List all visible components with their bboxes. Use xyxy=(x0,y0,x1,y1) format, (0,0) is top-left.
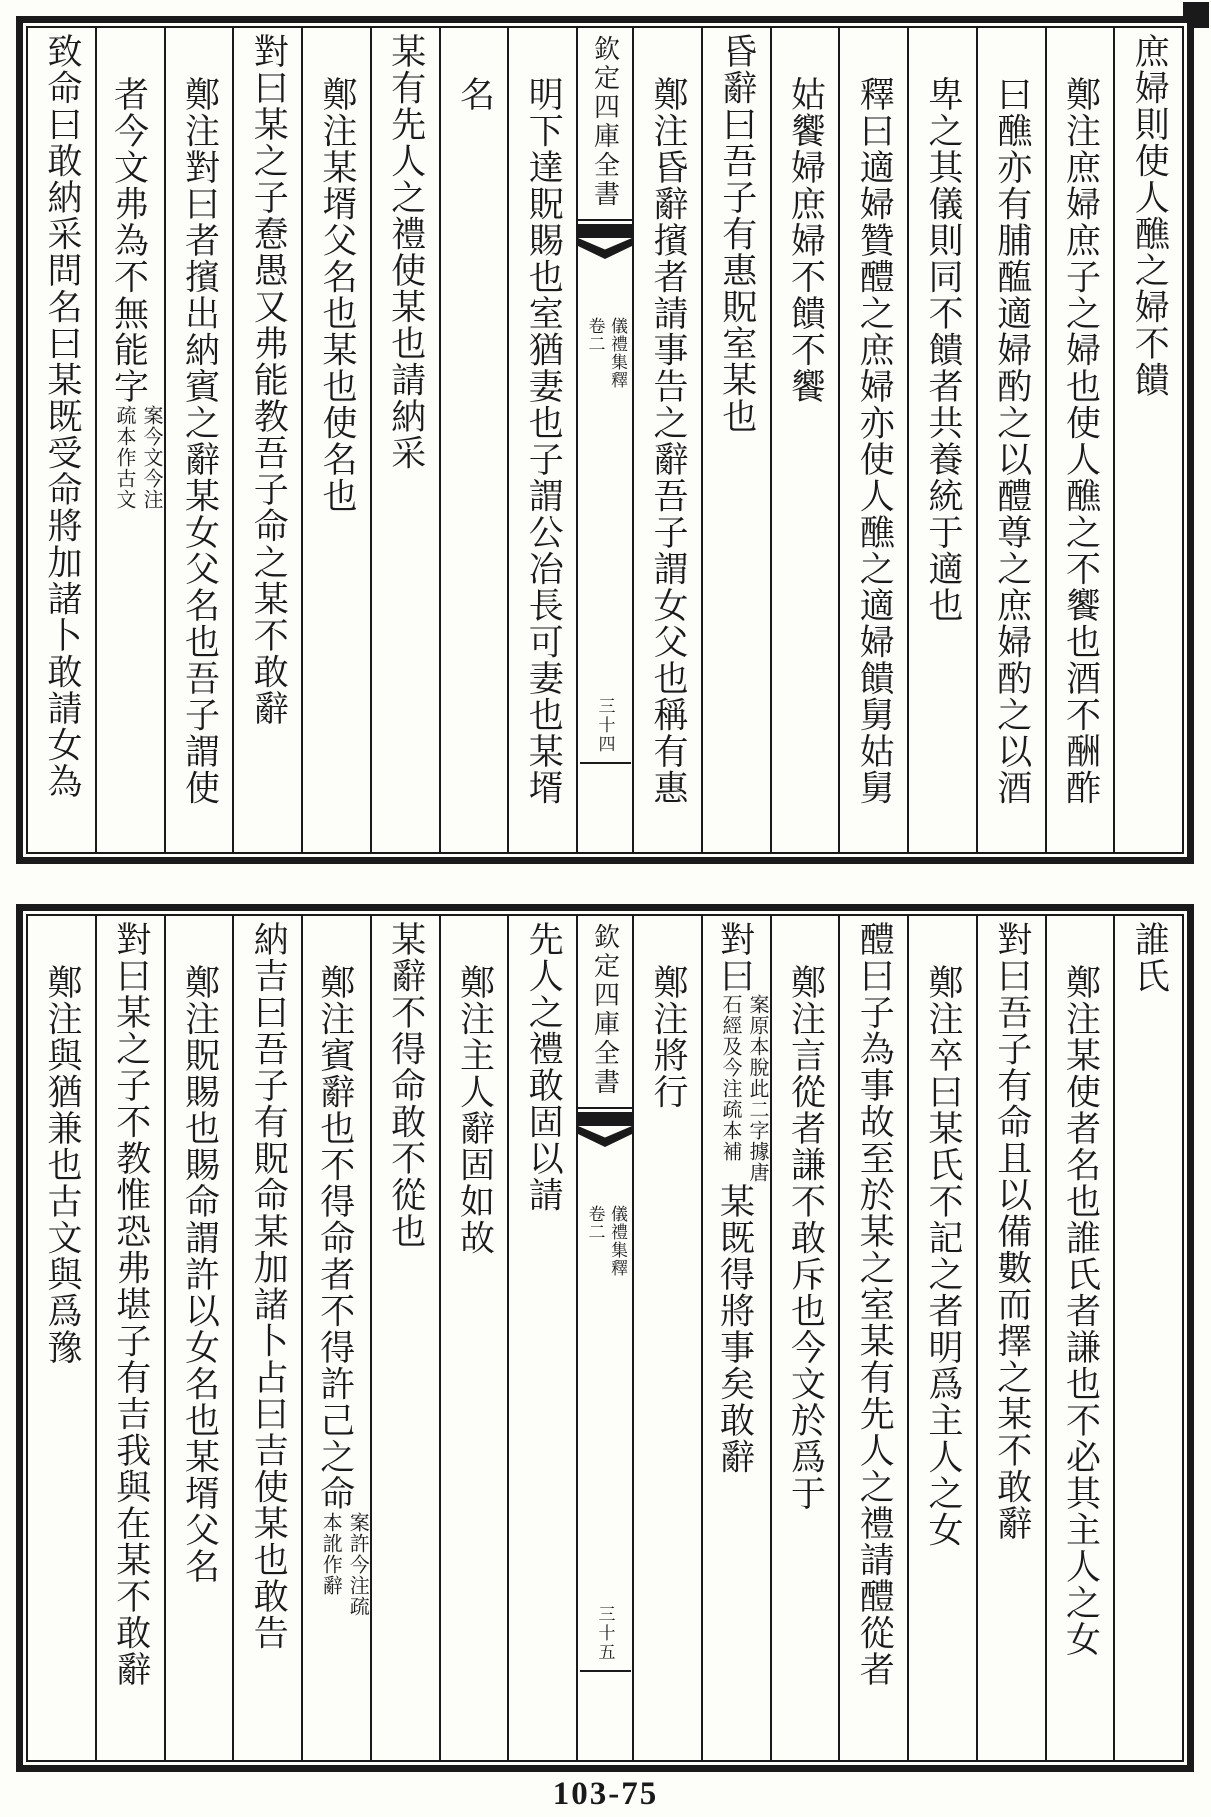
juan-label: 卷二 xyxy=(584,1205,605,1241)
commentary-column: 鄭注賓辭也不得命者不得許己之命 案許今注疏 本訛作辭 xyxy=(303,916,372,1760)
main-text-column: 對曰某之子不教惟恐弗堪子有吉我與在某不敢辭 xyxy=(97,916,166,1760)
fishtail-ornament xyxy=(578,1126,632,1147)
main-text-column: 昏辭曰吾子有惠貺室某也 xyxy=(703,28,772,852)
fishtail-ornament xyxy=(578,1112,632,1126)
column-grid xyxy=(28,916,1182,1760)
interlinear-note: 案今文今注 疏本作古文 xyxy=(113,404,164,510)
commentary-column: 卑之其儀則同不饋者共養統于適也 xyxy=(909,28,978,852)
main-text-column: 對曰某之子憃愚又弗能教吾子命之某不敢辭 xyxy=(234,28,303,852)
commentary-column: 鄭注卒曰某氏不記之者明爲主人之女 xyxy=(909,916,978,1760)
commentary-column: 姑饗婦庶婦不饋不饗 xyxy=(772,28,841,852)
commentary-column: 鄭注與猶兼也古文與爲豫 xyxy=(28,916,97,1760)
commentary-column: 者今文弗為不無能字 案今文今注 疏本作古文 xyxy=(97,28,166,852)
commentary-column: 鄭注貺賜也賜命謂許以女名也某壻父名 xyxy=(166,916,235,1760)
main-text-column: 致命曰敢納采問名曰某既受命將加諸卜敢請女為 xyxy=(28,28,97,852)
commentary-column: 鄭注某使者名也誰氏者謙也不必其主人之女 xyxy=(1047,916,1116,1760)
commentary-column: 鄭注對曰者擯出納賓之辭某女父名也吾子謂使 xyxy=(166,28,235,852)
folio-number: 三十四 xyxy=(580,697,631,764)
juan-label: 卷二 xyxy=(584,317,605,353)
commentary-column: 曰醮亦有脯醢適婦酌之以醴尊之庶婦酌之以酒 xyxy=(978,28,1047,852)
main-text-column: 誰氏 xyxy=(1129,921,1170,994)
main-text-column: 某辭不得命敢不從也 xyxy=(372,916,441,1760)
commentary-column: 明下達貺賜也室猶妻也子謂公冶長可妻也某壻 xyxy=(509,28,578,852)
commentary-column: 鄭注昏辭擯者請事告之辭吾子謂女父也稱有惠 xyxy=(634,28,703,852)
commentary-column: 鄭注庶婦庶子之婦也使人醮之不饗也酒不酬酢 xyxy=(1047,28,1116,852)
column-grid xyxy=(28,28,1182,852)
page-frame xyxy=(26,914,1184,1762)
banxin-divider xyxy=(578,219,632,221)
commentary-column: 釋曰適婦贊醴之庶婦亦使人醮之適婦饋舅姑舅 xyxy=(840,28,909,852)
main-text-column: 對曰 案原本脫此二字據唐 石經及今注疏本補 某既得將事矣敢辭 xyxy=(703,916,772,1760)
banxin-title: 欽定四庫全書 xyxy=(589,923,620,1097)
fishtail-ornament xyxy=(578,238,632,259)
main-text-column: 納吉曰吾子有貺命某加諸卜占曰吉使某也敢告 xyxy=(234,916,303,1760)
commentary-column: 名 xyxy=(441,28,510,852)
page-frame xyxy=(26,26,1184,854)
banxin-divider xyxy=(578,1107,632,1109)
interlinear-note: 案原本脫此二字據唐 石經及今注疏本補 xyxy=(719,994,770,1183)
main-text-column: 醴曰子為事故至於某之室某有先人之禮請醴從者 xyxy=(840,916,909,1760)
page-block-top xyxy=(16,16,1194,864)
commentary-column: 鄭注某壻父名也某也使名也 xyxy=(303,28,372,852)
folio-number: 三十五 xyxy=(580,1605,631,1672)
interlinear-note: 案許今注疏 本訛作辭 xyxy=(319,1511,371,1617)
commentary-column: 鄭注將行 xyxy=(634,916,703,1760)
banxin-title: 欽定四庫全書 xyxy=(589,35,620,209)
main-text-column: 庶婦則使人醮之婦不饋 xyxy=(1129,33,1170,398)
book-title: 儀禮集釋 xyxy=(607,317,628,389)
commentary-column: 鄭注言從者謙不敢斥也今文於爲于 xyxy=(772,916,841,1760)
main-text-column: 對曰吾子有命且以備數而擇之某不敢辭 xyxy=(978,916,1047,1760)
main-text-column: 某有先人之禮使某也請納采 xyxy=(372,28,441,852)
commentary-column: 鄭注主人辭固如故 xyxy=(441,916,510,1760)
banxin-column xyxy=(578,916,634,1760)
main-text-column: 先人之禮敢固以請 xyxy=(509,916,578,1760)
book-title: 儀禮集釋 xyxy=(607,1205,628,1277)
page-block-bottom xyxy=(16,904,1194,1772)
page-number-label: 103-75 xyxy=(552,1776,659,1812)
fishtail-ornament xyxy=(578,224,632,238)
banxin-column xyxy=(578,28,634,852)
